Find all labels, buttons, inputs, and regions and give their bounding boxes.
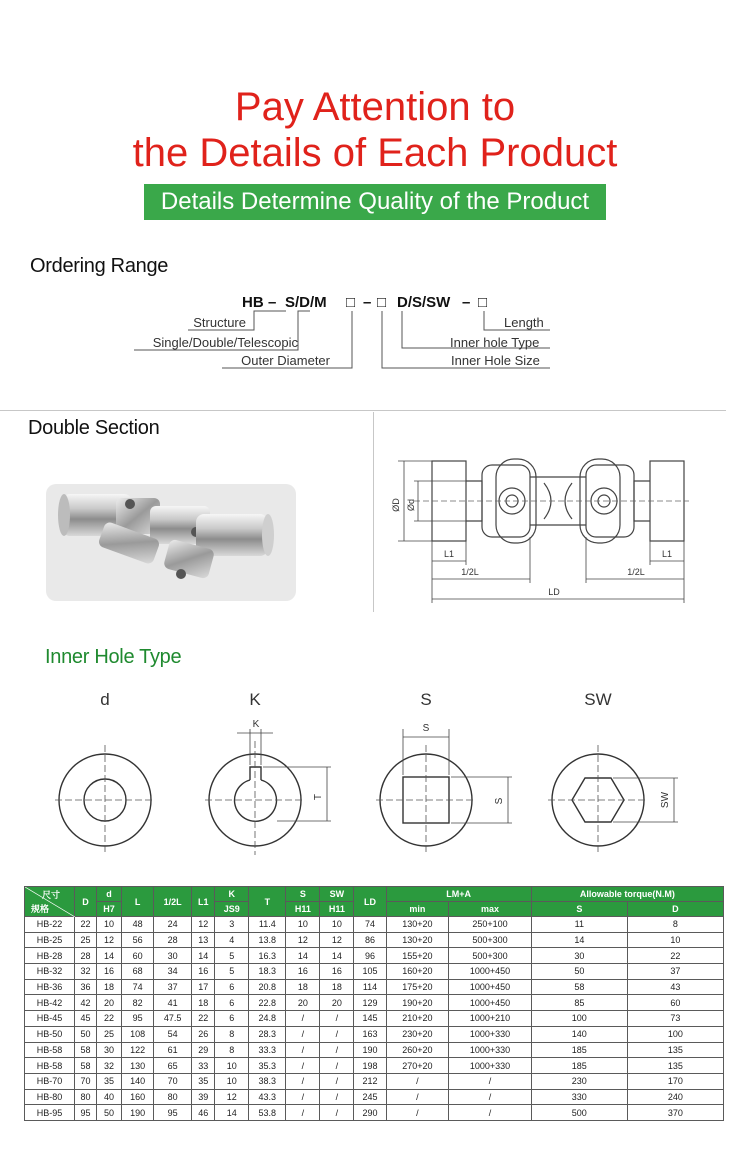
table-row [25, 932, 724, 948]
table-cell: 24.8 [249, 1011, 286, 1027]
table-row [25, 917, 724, 933]
table-cell: 22 [192, 1011, 215, 1027]
table-cell: 108 [122, 1026, 154, 1042]
table-cell: 17 [192, 979, 215, 995]
table-cell: 230+20 [386, 1026, 449, 1042]
table-cell: 145 [354, 1011, 386, 1027]
model-cell: HB-45 [25, 1011, 75, 1027]
table-cell: 35 [97, 1073, 122, 1089]
table-cell: 61 [154, 1042, 192, 1058]
table-cell: 18 [320, 979, 354, 995]
col-header-half-l: 1/2L [154, 887, 192, 917]
label-structure: Structure [193, 315, 246, 330]
table-cell: 22 [75, 917, 97, 933]
table-cell: 198 [354, 1058, 386, 1074]
table-cell: 60 [122, 948, 154, 964]
table-cell: 1000+450 [449, 979, 532, 995]
table-cell: 12 [320, 932, 354, 948]
table-cell: 86 [354, 932, 386, 948]
table-cell: 30 [97, 1042, 122, 1058]
table-row [25, 1042, 724, 1058]
table-cell: / [449, 1105, 532, 1121]
table-cell: 35 [192, 1073, 215, 1089]
table-cell: 130+20 [386, 932, 449, 948]
table-cell: 330 [531, 1089, 627, 1105]
table-cell: 95 [75, 1105, 97, 1121]
table-cell: 47.5 [154, 1011, 192, 1027]
table-row [25, 979, 724, 995]
model-cell: HB-28 [25, 948, 75, 964]
model-cell: HB-22 [25, 917, 75, 933]
dim-ld: LD [548, 587, 560, 597]
table-cell: / [449, 1089, 532, 1105]
table-cell: 245 [354, 1089, 386, 1105]
table-cell: 16 [192, 964, 215, 980]
table-cell: 500+300 [449, 932, 532, 948]
table-cell: 13.8 [249, 932, 286, 948]
dim-s-side: S [494, 797, 505, 805]
table-cell: / [286, 1042, 320, 1058]
table-cell: 12 [286, 932, 320, 948]
label-inner-hole-size: Inner Hole Size [451, 353, 540, 368]
table-cell: 50 [97, 1105, 122, 1121]
table-row [25, 1026, 724, 1042]
model-cell: HB-50 [25, 1026, 75, 1042]
table-cell: / [320, 1011, 354, 1027]
table-cell: 100 [531, 1011, 627, 1027]
section-divider [0, 410, 726, 411]
table-cell: 65 [154, 1058, 192, 1074]
table-cell: 82 [122, 995, 154, 1011]
table-cell: 20 [97, 995, 122, 1011]
double-section-drawing [384, 425, 694, 610]
table-cell: / [286, 1105, 320, 1121]
dim-t-label: T [313, 793, 324, 801]
table-cell: 50 [75, 1026, 97, 1042]
table-cell: 114 [354, 979, 386, 995]
table-cell: 122 [122, 1042, 154, 1058]
hole-label-d: d [100, 690, 110, 709]
table-cell: 32 [97, 1058, 122, 1074]
subheader-js9: JS9 [215, 902, 249, 917]
ordering-code-diagram [120, 286, 560, 376]
table-cell: 135 [627, 1042, 723, 1058]
table-row [25, 1073, 724, 1089]
dim-k-label: K [252, 719, 260, 730]
table-cell: 210+20 [386, 1011, 449, 1027]
dim-half-l-right: 1/2L [627, 567, 645, 577]
table-cell: 170 [627, 1073, 723, 1089]
label-outer-diameter: Outer Diameter [241, 353, 330, 368]
inner-hole-type-heading: Inner Hole Type [45, 646, 182, 668]
subheader-h7: H7 [97, 902, 122, 917]
subheader-min: min [386, 902, 449, 917]
corner-spec-label: 规格 [31, 904, 50, 914]
table-cell: 22 [97, 1011, 122, 1027]
model-cell: HB-58 [25, 1042, 75, 1058]
table-cell: 6 [215, 1011, 249, 1027]
table-cell: 160+20 [386, 964, 449, 980]
subheader-max: max [449, 902, 532, 917]
table-cell: 39 [192, 1089, 215, 1105]
table-cell: 12 [97, 932, 122, 948]
tagline-banner: Details Determine Quality of the Product [144, 184, 606, 220]
table-cell: 18 [192, 995, 215, 1011]
table-cell: 28 [154, 932, 192, 948]
table-cell: 190+20 [386, 995, 449, 1011]
col-header-l: L [122, 887, 154, 917]
table-cell: 50 [531, 964, 627, 980]
table-cell: 43 [627, 979, 723, 995]
table-cell: 12 [215, 1089, 249, 1105]
model-cell: HB-95 [25, 1105, 75, 1121]
col-header-lm: LM+A [386, 887, 531, 902]
model-cell: HB-70 [25, 1073, 75, 1089]
table-cell: 32 [75, 964, 97, 980]
table-cell: 16 [286, 964, 320, 980]
table-cell: 29 [192, 1042, 215, 1058]
table-row [25, 1089, 724, 1105]
table-cell: 80 [75, 1089, 97, 1105]
table-cell: 53.8 [249, 1105, 286, 1121]
code-hole: D/S/SW [397, 294, 451, 311]
page-title-line-1: Pay Attention to [234, 85, 516, 129]
table-cell: 37 [154, 979, 192, 995]
table-cell: 74 [122, 979, 154, 995]
col-header-sw: SW [320, 887, 354, 902]
table-cell: 46 [192, 1105, 215, 1121]
model-cell: HB-80 [25, 1089, 75, 1105]
table-cell: 370 [627, 1105, 723, 1121]
table-cell: 8 [215, 1026, 249, 1042]
table-cell: 68 [122, 964, 154, 980]
code-structure: S/D/M [285, 294, 327, 311]
table-cell: 130 [122, 1058, 154, 1074]
table-cell: 58 [531, 979, 627, 995]
hole-label-sw: SW [584, 690, 612, 709]
table-cell: 212 [354, 1073, 386, 1089]
table-cell: / [286, 1026, 320, 1042]
table-cell: 185 [531, 1058, 627, 1074]
table-cell: 70 [75, 1073, 97, 1089]
subheader-sw-h11: H11 [320, 902, 354, 917]
table-cell: 60 [627, 995, 723, 1011]
table-cell: 8 [627, 917, 723, 933]
table-cell: 33.3 [249, 1042, 286, 1058]
dim-inner-diameter: Ød [406, 498, 416, 512]
table-cell: 14 [192, 948, 215, 964]
table-cell: 14 [286, 948, 320, 964]
col-header-k: K [215, 887, 249, 902]
table-cell: 240 [627, 1089, 723, 1105]
table-cell: 130+20 [386, 917, 449, 933]
table-cell: 500+300 [449, 948, 532, 964]
table-cell: 22.8 [249, 995, 286, 1011]
table-cell: 43.3 [249, 1089, 286, 1105]
model-cell: HB-32 [25, 964, 75, 980]
table-cell: 26 [192, 1026, 215, 1042]
hole-label-s: S [420, 690, 432, 709]
table-cell: / [286, 1089, 320, 1105]
table-cell: 8 [215, 1042, 249, 1058]
table-cell: 1000+210 [449, 1011, 532, 1027]
table-cell: 100 [627, 1026, 723, 1042]
table-cell: 3 [215, 917, 249, 933]
table-cell: 41 [154, 995, 192, 1011]
table-cell: 96 [354, 948, 386, 964]
table-row [25, 1011, 724, 1027]
table-cell: 14 [215, 1105, 249, 1121]
model-cell: HB-58 [25, 1058, 75, 1074]
table-cell: 20.8 [249, 979, 286, 995]
table-cell: 14 [320, 948, 354, 964]
table-cell: / [449, 1073, 532, 1089]
table-cell: 25 [97, 1026, 122, 1042]
table-cell: 18 [286, 979, 320, 995]
table-cell: 140 [531, 1026, 627, 1042]
subheader-torque-s: S [531, 902, 627, 917]
table-cell: 95 [154, 1105, 192, 1121]
table-cell: 58 [75, 1042, 97, 1058]
hole-label-k: K [249, 690, 261, 709]
table-cell: 270+20 [386, 1058, 449, 1074]
table-cell: 28.3 [249, 1026, 286, 1042]
svg-text:–: – [462, 294, 471, 311]
table-cell: / [286, 1073, 320, 1089]
table-cell: 1000+330 [449, 1042, 532, 1058]
table-cell: 1000+330 [449, 1058, 532, 1074]
universal-joint-photo [46, 484, 296, 601]
table-cell: 16 [320, 964, 354, 980]
col-header-d-inner: d [97, 887, 122, 902]
table-cell: 16 [97, 964, 122, 980]
table-cell: 30 [154, 948, 192, 964]
dim-s-top: S [422, 723, 430, 734]
table-cell: 163 [354, 1026, 386, 1042]
dim-l1-left: L1 [443, 549, 455, 559]
spec-table-body [25, 917, 724, 1121]
table-cell: 80 [154, 1089, 192, 1105]
table-cell: 25 [75, 932, 97, 948]
label-single-double: Single/Double/Telescopic [152, 335, 298, 350]
table-cell: 175+20 [386, 979, 449, 995]
col-header-l1: L1 [192, 887, 215, 917]
table-cell: 250+100 [449, 917, 532, 933]
table-row [25, 1058, 724, 1074]
table-cell: 33 [192, 1058, 215, 1074]
dim-sw-side: SW [660, 791, 671, 809]
col-header-s: S [286, 887, 320, 902]
table-cell: / [286, 1011, 320, 1027]
table-cell: 48 [122, 917, 154, 933]
table-corner-cell [25, 887, 75, 917]
table-cell: 10 [286, 917, 320, 933]
table-cell: 1000+330 [449, 1026, 532, 1042]
code-prefix: HB [242, 294, 264, 311]
subheader-torque-d: D [627, 902, 723, 917]
code-box-2: □ [377, 294, 387, 311]
model-cell: HB-42 [25, 995, 75, 1011]
table-cell: / [320, 1073, 354, 1089]
table-cell: 140 [122, 1073, 154, 1089]
hole-type-d [55, 685, 165, 855]
label-inner-hole-type: Inner hole Type [450, 335, 540, 350]
hole-type-sw [548, 685, 688, 855]
table-cell: 260+20 [386, 1042, 449, 1058]
table-cell: 30 [531, 948, 627, 964]
table-cell: / [386, 1105, 449, 1121]
model-cell: HB-25 [25, 932, 75, 948]
corner-size-label: 尺寸 [41, 890, 60, 900]
table-cell: 10 [215, 1058, 249, 1074]
table-cell: 20 [286, 995, 320, 1011]
table-cell: 1000+450 [449, 995, 532, 1011]
table-cell: 22 [627, 948, 723, 964]
table-cell: / [386, 1073, 449, 1089]
table-cell: 45 [75, 1011, 97, 1027]
table-cell: 11 [531, 917, 627, 933]
model-cell: HB-36 [25, 979, 75, 995]
table-cell: 95 [122, 1011, 154, 1027]
dim-half-l-left: 1/2L [461, 567, 479, 577]
table-row [25, 1105, 724, 1121]
spec-table [24, 886, 724, 1121]
table-cell: / [320, 1105, 354, 1121]
table-cell: 1000+450 [449, 964, 532, 980]
table-cell: 5 [215, 948, 249, 964]
dim-outer-diameter: ØD [391, 498, 401, 512]
table-cell: 36 [75, 979, 97, 995]
page-title-line-2: the Details of Each Product [132, 131, 618, 175]
table-cell: 160 [122, 1089, 154, 1105]
table-cell: 58 [75, 1058, 97, 1074]
table-row [25, 948, 724, 964]
table-cell: / [320, 1058, 354, 1074]
table-cell: 24 [154, 917, 192, 933]
col-header-torque: Allowable torque(N.M) [531, 887, 723, 902]
table-cell: 11.4 [249, 917, 286, 933]
table-cell: 42 [75, 995, 97, 1011]
table-cell: 10 [215, 1073, 249, 1089]
table-cell: 14 [531, 932, 627, 948]
svg-text:–: – [268, 294, 277, 311]
table-cell: 56 [122, 932, 154, 948]
table-cell: 155+20 [386, 948, 449, 964]
table-cell: 13 [192, 932, 215, 948]
table-cell: 38.3 [249, 1073, 286, 1089]
dim-l1-right: L1 [661, 549, 673, 559]
table-cell: 16.3 [249, 948, 286, 964]
table-cell: 10 [627, 932, 723, 948]
svg-text:–: – [363, 294, 372, 311]
table-cell: / [286, 1058, 320, 1074]
table-cell: 18.3 [249, 964, 286, 980]
table-cell: 10 [320, 917, 354, 933]
ordering-range-heading: Ordering Range [30, 255, 169, 277]
col-header-t: T [249, 887, 286, 917]
code-box-3: □ [478, 294, 488, 311]
table-cell: 190 [122, 1105, 154, 1121]
table-row [25, 995, 724, 1011]
table-cell: 28 [75, 948, 97, 964]
table-cell: 230 [531, 1073, 627, 1089]
table-cell: 6 [215, 995, 249, 1011]
table-cell: / [320, 1026, 354, 1042]
table-cell: 135 [627, 1058, 723, 1074]
table-cell: 20 [320, 995, 354, 1011]
table-cell: 105 [354, 964, 386, 980]
table-cell: / [320, 1089, 354, 1105]
table-cell: 34 [154, 964, 192, 980]
table-cell: 18 [97, 979, 122, 995]
hole-type-s [376, 685, 516, 855]
table-cell: 5 [215, 964, 249, 980]
table-cell: 500 [531, 1105, 627, 1121]
table-cell: 85 [531, 995, 627, 1011]
table-cell: / [386, 1089, 449, 1105]
double-section-heading: Double Section [28, 417, 160, 439]
table-cell: 290 [354, 1105, 386, 1121]
table-cell: 12 [192, 917, 215, 933]
subheader-s-h11: H11 [286, 902, 320, 917]
table-cell: 185 [531, 1042, 627, 1058]
table-cell: 6 [215, 979, 249, 995]
col-header-ld: LD [354, 887, 386, 917]
label-length: Length [504, 315, 544, 330]
table-cell: 14 [97, 948, 122, 964]
table-cell: 129 [354, 995, 386, 1011]
table-cell: 70 [154, 1073, 192, 1089]
table-cell: / [320, 1042, 354, 1058]
table-cell: 35.3 [249, 1058, 286, 1074]
table-cell: 40 [97, 1089, 122, 1105]
table-row [25, 964, 724, 980]
section-vertical-divider [373, 412, 374, 612]
table-cell: 190 [354, 1042, 386, 1058]
table-cell: 37 [627, 964, 723, 980]
table-cell: 73 [627, 1011, 723, 1027]
table-cell: 4 [215, 932, 249, 948]
table-cell: 54 [154, 1026, 192, 1042]
table-cell: 10 [97, 917, 122, 933]
col-header-d-outer: D [75, 887, 97, 917]
hole-type-k [205, 685, 335, 855]
code-box-1: □ [346, 294, 356, 311]
table-cell: 74 [354, 917, 386, 933]
